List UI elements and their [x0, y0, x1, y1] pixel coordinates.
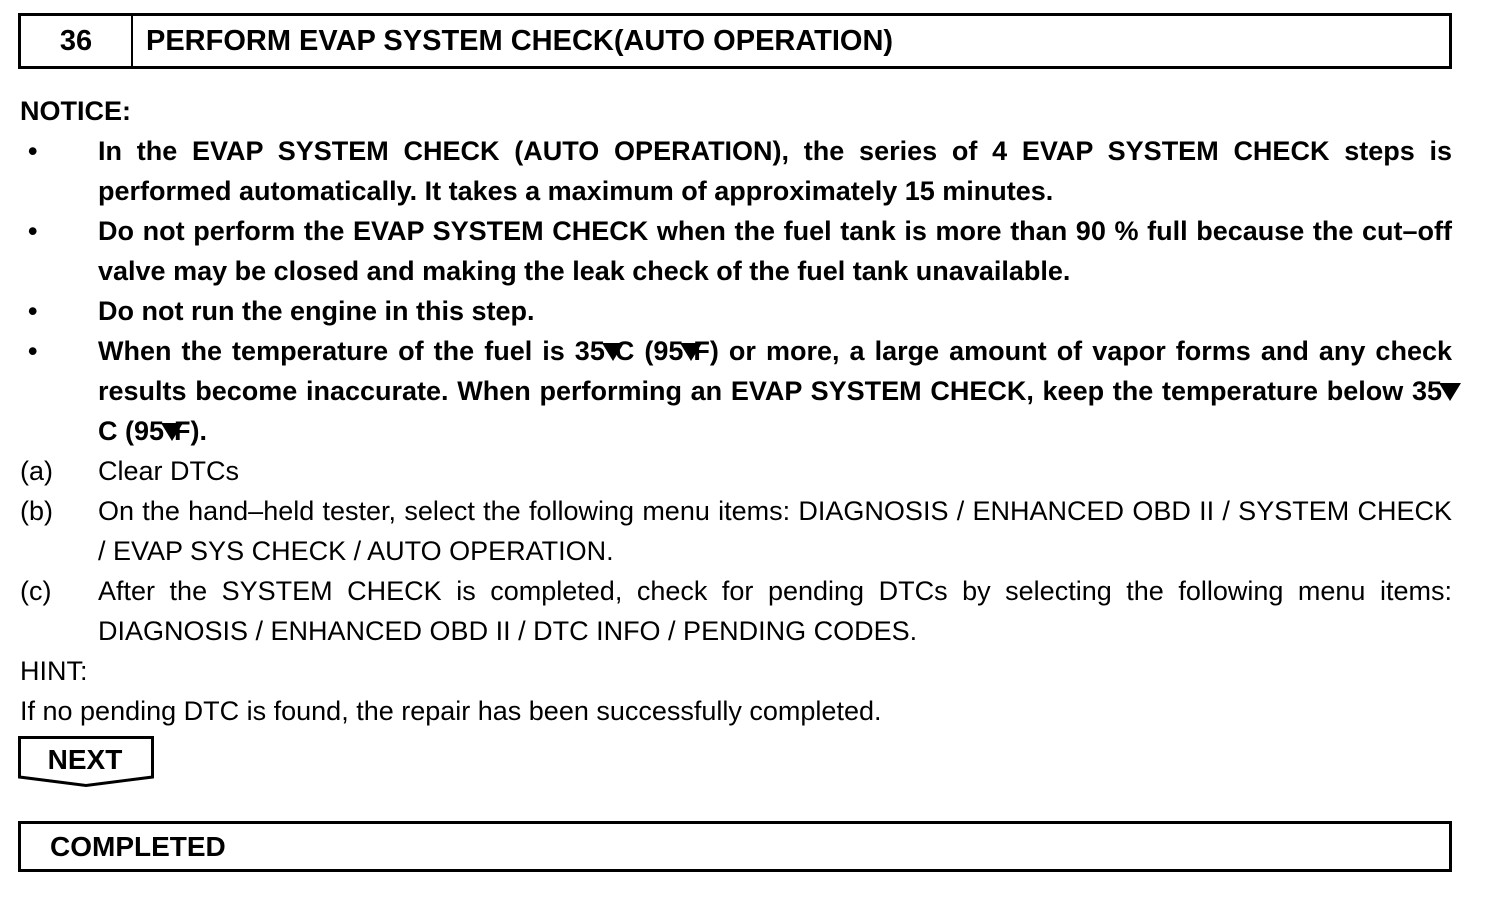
step-number: 36 — [21, 16, 133, 66]
temp-text: (95 — [634, 336, 684, 366]
step-marker: (c) — [20, 576, 52, 606]
notice-label: NOTICE: — [20, 96, 131, 126]
celsius-unit: C — [614, 336, 635, 366]
result-box — [18, 821, 1452, 872]
step-text: On the hand–held tester, select the following menu items: DIAGNOSIS / ENHANCED OBD II / SYSTEM CHECK / EVAP SYS CHECK / AUTO OPERATION. — [98, 496, 1452, 566]
temp-text: (95 — [117, 416, 165, 446]
temp-text: ). — [190, 416, 208, 446]
bullet-marker: • — [28, 216, 38, 246]
degree-icon — [1439, 383, 1461, 401]
notice-bullet — [20, 291, 1452, 331]
bullet-marker: • — [28, 136, 38, 166]
notice-bullet — [20, 131, 1452, 211]
procedure-step — [20, 491, 1452, 571]
step-text: After the SYSTEM CHECK is completed, check for pending DTCs by selecting the following menu items: DIAGNOSIS / ENHANCED OBD II / DTC INFO / PENDING CODES. — [98, 576, 1452, 646]
step-header — [18, 13, 1452, 69]
completed-label: COMPLETED — [50, 830, 226, 862]
fahrenheit-unit: F — [174, 416, 191, 446]
notice-bullet-text — [98, 331, 1452, 451]
procedure-step — [20, 571, 1452, 651]
hint-label: HINT: — [20, 656, 88, 686]
notice-bullet — [20, 211, 1452, 291]
degree-icon — [680, 343, 702, 361]
step-text: Clear DTCs — [98, 456, 240, 486]
hint-text: If no pending DTC is found, the repair has been successfully completed. — [20, 696, 882, 726]
step-title: PERFORM EVAP SYSTEM CHECK(AUTO OPERATION) — [146, 24, 894, 57]
instruction-body — [20, 91, 1452, 731]
step-marker: (b) — [20, 496, 53, 526]
fahrenheit-unit: F — [693, 336, 710, 366]
bullet-marker: • — [28, 296, 38, 326]
degree-icon — [161, 423, 183, 441]
procedure-step — [20, 451, 1452, 491]
next-button[interactable] — [18, 736, 156, 788]
notice-bullet-text: Do not run the engine in this step. — [98, 296, 535, 326]
notice-bullet-temperature — [20, 331, 1452, 451]
temp-text: ) or more, a large amount of vapor forms and any check results become inaccurate. When performing an EVAP SYSTEM CHECK, keep the temperature below 35 — [98, 336, 1452, 406]
step-marker: (a) — [20, 456, 53, 486]
degree-icon — [602, 343, 624, 361]
celsius-unit: C — [98, 416, 118, 446]
next-label: NEXT — [47, 744, 123, 775]
notice-bullet-text: In the EVAP SYSTEM CHECK (AUTO OPERATION), the series of 4 EVAP SYSTEM CHECK steps is performed automatically. It takes a maximum of approximately 15 minutes. — [98, 136, 1452, 206]
notice-bullet-text: Do not perform the EVAP SYSTEM CHECK when the fuel tank is more than 90 % full because the cut–off valve may be closed and making the leak check of the fuel tank unavailable. — [98, 216, 1452, 286]
bullet-marker: • — [28, 336, 38, 366]
temp-text: When the temperature of the fuel is 35 — [98, 336, 605, 366]
